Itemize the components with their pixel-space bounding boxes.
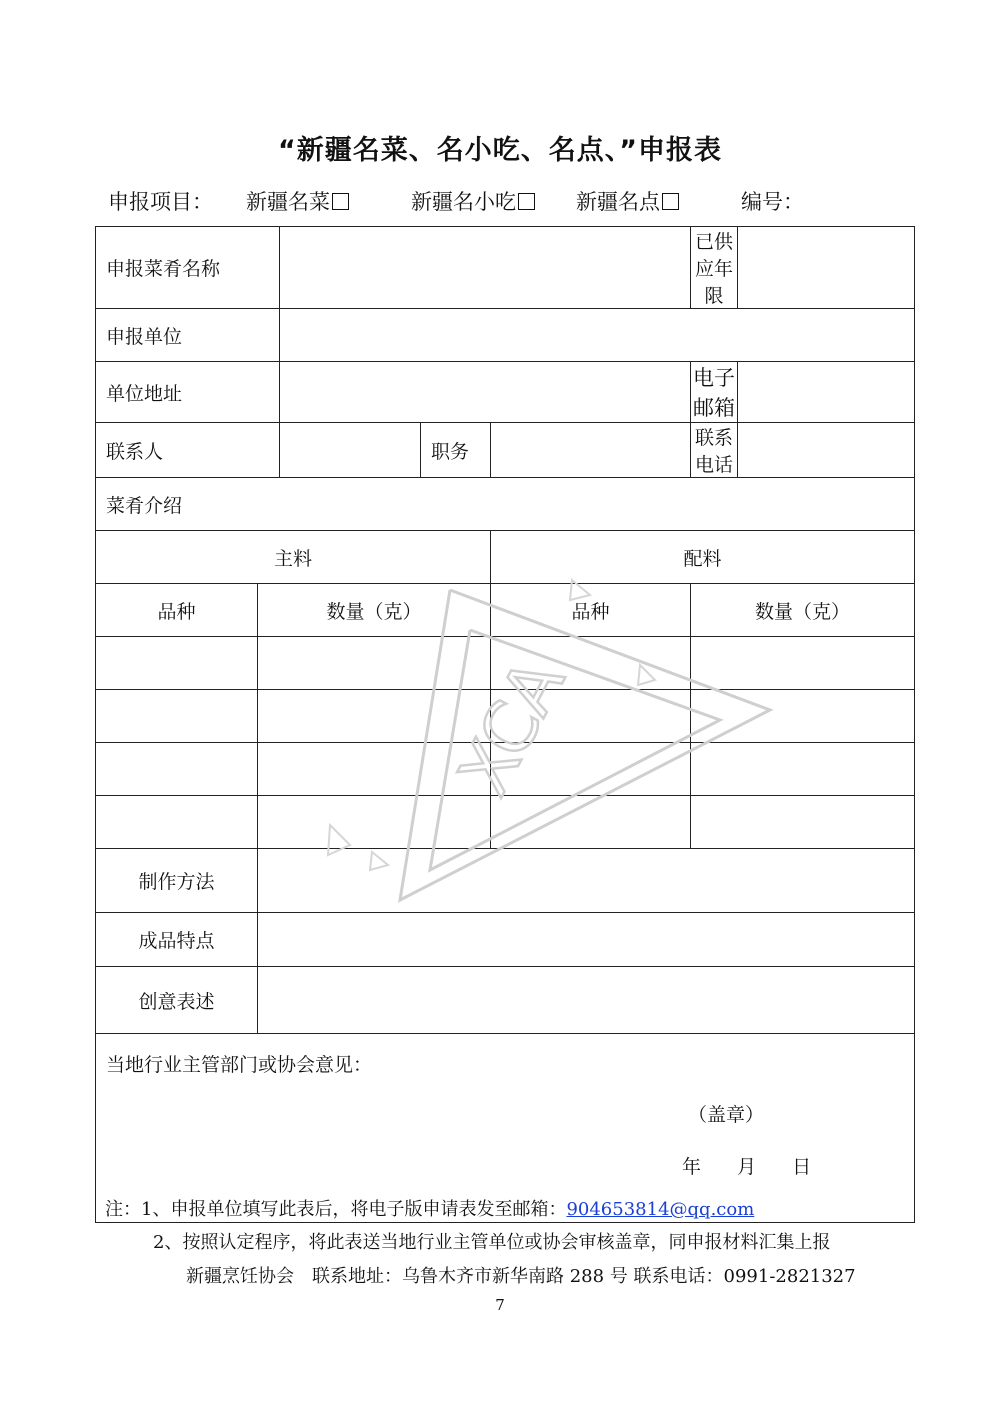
email-input[interactable] bbox=[738, 362, 915, 423]
checkbox-famous-pastry[interactable] bbox=[662, 193, 679, 210]
creative-input[interactable] bbox=[258, 967, 915, 1034]
main-variety-cell[interactable] bbox=[96, 690, 258, 743]
option-famous-snack[interactable] bbox=[411, 186, 535, 216]
phone-label: 联系电话 bbox=[691, 423, 738, 478]
intro-label: 菜肴介绍 bbox=[96, 478, 915, 531]
position-label: 职务 bbox=[421, 423, 491, 478]
contact-input[interactable] bbox=[280, 423, 421, 478]
option-famous-pastry[interactable] bbox=[576, 186, 679, 216]
application-form-table bbox=[95, 226, 915, 1223]
unit-label: 申报单位 bbox=[96, 309, 280, 362]
date-line bbox=[682, 1152, 841, 1179]
dish-name-input[interactable] bbox=[280, 227, 691, 309]
main-quantity-cell[interactable] bbox=[258, 743, 491, 796]
side-quantity-cell[interactable] bbox=[691, 796, 915, 849]
main-quantity-header: 数量（克） bbox=[258, 584, 491, 637]
number-label: 编号： bbox=[741, 190, 804, 214]
opinion-label: 当地行业主管部门或协会意见： bbox=[106, 1054, 373, 1076]
main-variety-header: 品种 bbox=[96, 584, 258, 637]
main-material-header: 主料 bbox=[96, 531, 491, 584]
side-quantity-cell[interactable] bbox=[691, 690, 915, 743]
page-title: “新疆名菜、名小吃、名点、”申报表 bbox=[278, 135, 722, 166]
table-row bbox=[96, 743, 915, 796]
supply-years-label: 已供应年限 bbox=[691, 227, 738, 309]
month-label: 月 bbox=[737, 1156, 757, 1178]
email-link[interactable]: 904653814@qq.com bbox=[566, 1199, 755, 1220]
note-2: 2、按照认定程序，将此表送当地行业主管单位或协会审核盖章，同申报材料汇集上报 bbox=[153, 1232, 831, 1253]
option-famous-snack-label: 新疆名小吃 bbox=[411, 190, 516, 214]
day-label: 日 bbox=[792, 1156, 812, 1178]
phone-input[interactable] bbox=[738, 423, 915, 478]
side-variety-cell[interactable] bbox=[491, 743, 691, 796]
note-1 bbox=[105, 1195, 754, 1221]
note-1-text: 注：1、申报单位填写此表后，将电子版申请表发至邮箱： bbox=[105, 1199, 567, 1220]
side-quantity-cell[interactable] bbox=[691, 637, 915, 690]
note-3: 新疆烹饪协会 联系地址：乌鲁木齐市新华南路 288 号 联系电话：0991-2821327 bbox=[186, 1266, 856, 1287]
side-variety-header: 品种 bbox=[491, 584, 691, 637]
side-material-header: 配料 bbox=[491, 531, 915, 584]
side-variety-cell[interactable] bbox=[491, 796, 691, 849]
main-quantity-cell[interactable] bbox=[258, 690, 491, 743]
main-quantity-cell[interactable] bbox=[258, 796, 491, 849]
method-label: 制作方法 bbox=[96, 849, 258, 913]
main-variety-cell[interactable] bbox=[96, 637, 258, 690]
option-famous-pastry-label: 新疆名点 bbox=[576, 190, 660, 214]
features-label: 成品特点 bbox=[96, 913, 258, 967]
main-quantity-cell[interactable] bbox=[258, 637, 491, 690]
main-variety-cell[interactable] bbox=[96, 743, 258, 796]
features-input[interactable] bbox=[258, 913, 915, 967]
main-variety-cell[interactable] bbox=[96, 796, 258, 849]
table-row bbox=[96, 796, 915, 849]
side-variety-cell[interactable] bbox=[491, 690, 691, 743]
creative-label: 创意表述 bbox=[96, 967, 258, 1034]
position-input[interactable] bbox=[491, 423, 691, 478]
unit-input[interactable] bbox=[280, 309, 915, 362]
year-label: 年 bbox=[682, 1156, 702, 1178]
project-label: 申报项目： bbox=[108, 190, 213, 214]
address-label: 单位地址 bbox=[96, 362, 280, 423]
option-famous-dish[interactable] bbox=[246, 186, 349, 216]
dish-name-label: 申报菜肴名称 bbox=[96, 227, 280, 309]
checkbox-famous-dish[interactable] bbox=[332, 193, 349, 210]
side-variety-cell[interactable] bbox=[491, 637, 691, 690]
checkbox-famous-snack[interactable] bbox=[518, 193, 535, 210]
contact-label: 联系人 bbox=[96, 423, 280, 478]
page-number: 7 bbox=[495, 1296, 505, 1314]
table-row bbox=[96, 690, 915, 743]
supply-years-input[interactable] bbox=[738, 227, 915, 309]
seal-label: （盖章） bbox=[688, 1104, 765, 1126]
address-input[interactable] bbox=[280, 362, 691, 423]
side-quantity-cell[interactable] bbox=[691, 743, 915, 796]
table-row bbox=[96, 637, 915, 690]
side-quantity-header: 数量（克） bbox=[691, 584, 915, 637]
watermark-text: XCA bbox=[442, 646, 581, 808]
method-input[interactable] bbox=[258, 849, 915, 913]
option-famous-dish-label: 新疆名菜 bbox=[246, 190, 330, 214]
email-label: 电子邮箱 bbox=[691, 362, 738, 423]
